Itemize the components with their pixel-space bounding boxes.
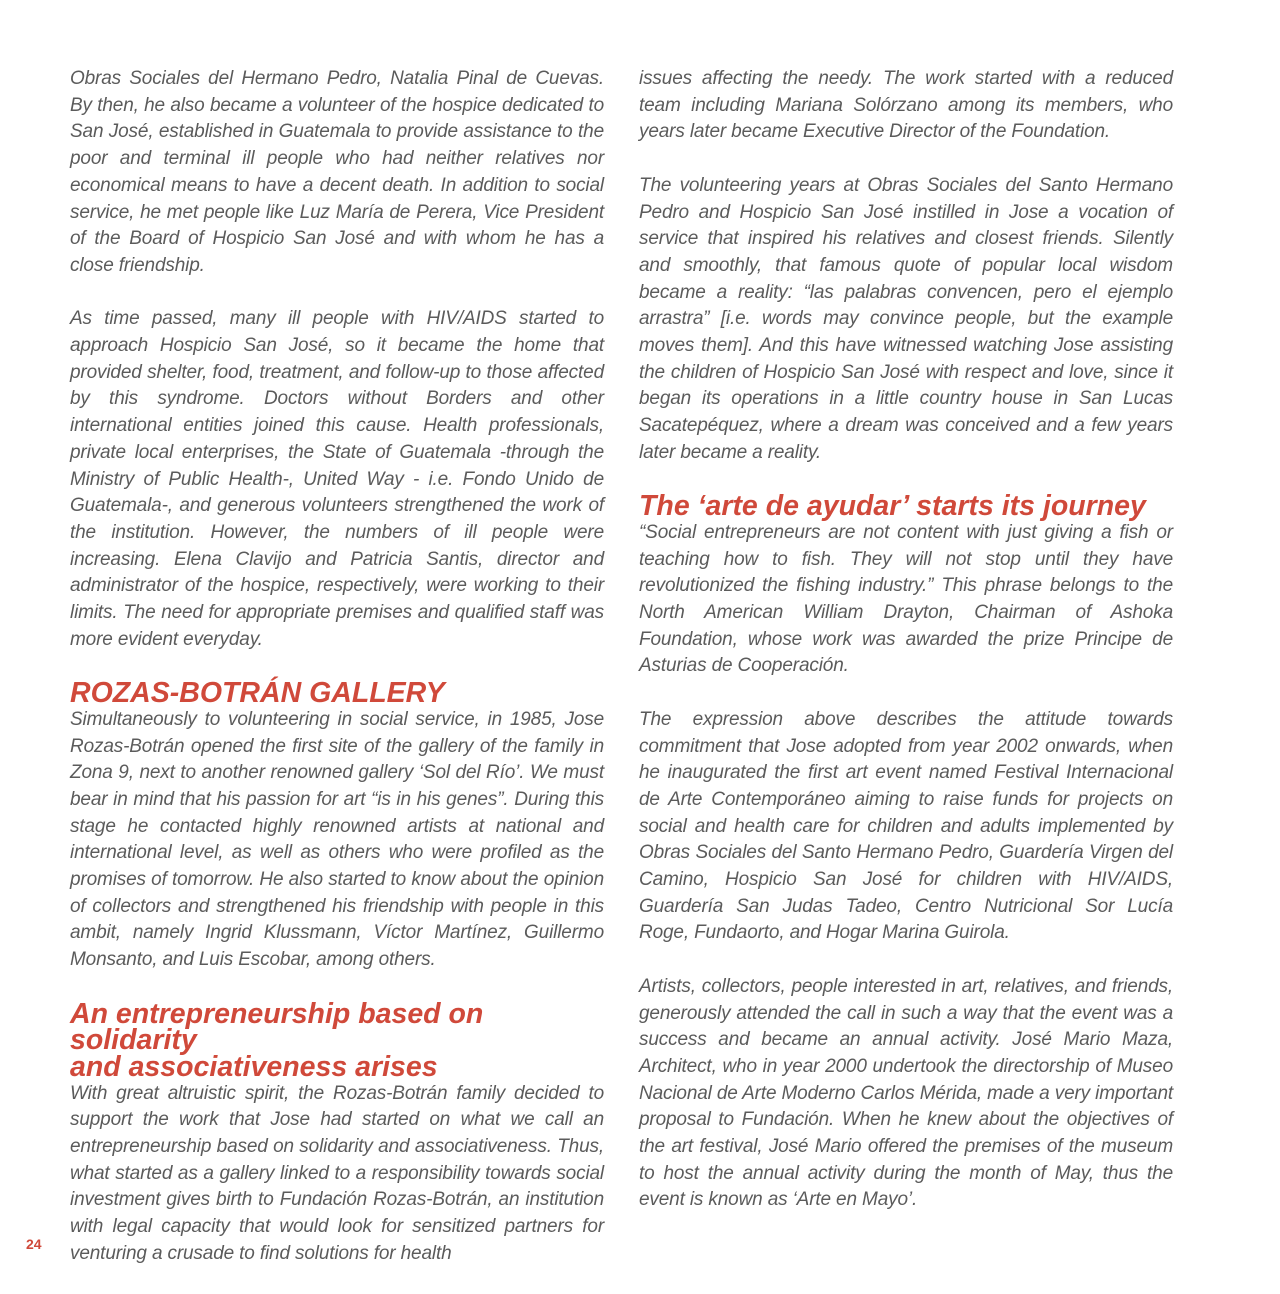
- left-text-column: [70, 66, 604, 1294]
- section-heading-entrepreneurship: [70, 997, 604, 1083]
- left-paragraph-4: With great altruistic spirit, the Rozas-Botrán family decided to support the work that Jose had started on what we call an entrepreneurship based on solidarity and associativeness. Thus, what started as a gallery linked to a responsibility towards social investment gives birth to Fundación Rozas-Botrán, an institution with legal capacity that would look for sensitized partners for venturing a crusade to find solutions for health: [70, 1082, 604, 1264]
- right-text-column: [639, 66, 1173, 1241]
- right-paragraph-3: “Social entrepreneurs are not content with just giving a fish or teaching how to fish. They will not stop until they have revolutionized the fishing industry.” This phrase belongs to the North American William Drayton, Chairman of Ashoka Foundation, whose work was awarded the prize Principe de Asturias de Cooperación.: [639, 521, 1173, 677]
- right-paragraph-1: issues affecting the needy. The work started with a reduced team including Mariana Solórzano among its members, who years later became Executive Director of the Foundation.: [639, 68, 1173, 143]
- left-paragraph-1: Obras Sociales del Hermano Pedro, Natalia Pinal de Cuevas. By then, he also became a volunteer of the hospice dedicated to San José, established in Guatemala to provide assistance to the poor and terminal ill people who had neither relatives nor economical means to have a decent death. In addition to social service, he met people like Luz María de Perera, Vice President of the Board of Hospicio San José and with whom he has a close friendship.: [70, 68, 604, 276]
- heading-line-2: and associativeness arises: [70, 1050, 438, 1083]
- right-paragraph-4: The expression above describes the attitude towards commitment that Jose adopted from year 2002 onwards, when he inaugurated the first art event named Festival Internacional de Arte Contemporáneo aiming to raise funds for projects on social and health care for children and adults implemented by Obras Sociales del Santo Hermano Pedro, Guardería Virgen del Camino, Hospicio San José for children with HIV/AIDS, Guardería San Judas Tadeo, Centro Nutricional Sor Lucía Roge, Fundaorto, and Hogar Marina Guirola.: [639, 708, 1173, 944]
- heading-line-1: An entrepreneurship based on solidarity: [70, 997, 484, 1057]
- right-paragraph-2: The volunteering years at Obras Sociales del Santo Hermano Pedro and Hospicio San José instilled in Jose a vocation of service that inspired his relatives and closest friends. Silently and smoothly, that famous quote of popular local wisdom became a reality: “las palabras convencen, pero el ejemplo arrastra” [i.e. words may convince people, but the example moves them]. And this have witnessed watching Jose assisting the children of Hospicio San José with respect and love, since it began its operations in a little country house in San Lucas Sacatepéquez, where a dream was conceived and a few years later became a reality.: [639, 174, 1173, 463]
- left-paragraph-2: As time passed, many ill people with HIV/AIDS started to approach Hospicio San José, so it became the home that provided shelter, food, treatment, and follow-up to those affected by this syndrome. Doctors without Borders and other international entities joined this cause. Health professionals, private local enterprises, the State of Guatemala -through the Ministry of Public Health-, United Way - i.e. Fondo Unido de Guatemala-, and generous volunteers strengthened the work of the institution. However, the numbers of ill people were increasing. Elena Clavijo and Patricia Santis, director and administrator of the hospice, respectively, were working to their limits. The need for appropriate premises and qualified staff was more evident everyday.: [70, 308, 604, 650]
- left-paragraph-3: Simultaneously to volunteering in social service, in 1985, Jose Rozas-Botrán opened the first site of the gallery of the family in Zona 9, next to another renowned gallery ‘Sol del Río’. We must bear in mind that his passion for art “is in his genes”. During this stage he contacted highly renowned artists at national and international level, as well as others who were profiled as the promises of tomorrow. He also started to know about the opinion of collectors and strengthened his friendship with people in this ambit, namely Ingrid Klussmann, Víctor Martínez, Guillermo Monsanto, and Luis Escobar, among others.: [70, 708, 604, 971]
- right-paragraph-5: Artists, collectors, people interested in art, relatives, and friends, generously attended the call in such a way that the event was a success and became an annual activity. José Mario Maza, Architect, who in year 2000 undertook the directorship of Museo Nacional de Arte Moderno Carlos Mérida, made a very important proposal to Fundación. When he knew about the objectives of the art festival, José Mario offered the premises of the museum to host the annual activity during the month of May, thus the event is known as ‘Arte en Mayo’.: [639, 975, 1174, 1211]
- section-heading-arte-de-ayudar: The ‘arte de ayudar’ starts its journey: [639, 490, 1146, 523]
- section-heading-gallery: ROZAS-BOTRÁN GALLERY: [70, 677, 445, 710]
- page-number: 24: [26, 1236, 42, 1252]
